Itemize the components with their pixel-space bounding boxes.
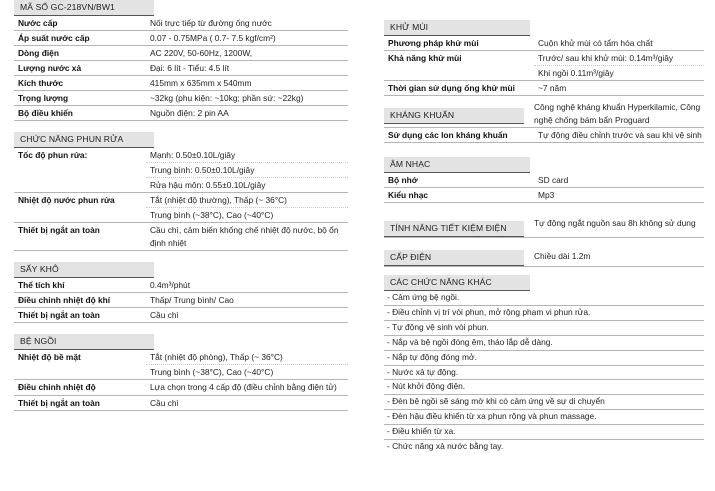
spray-header: [14, 132, 154, 148]
spec-value: Mạnh: 0.50±0.10L/giây: [146, 148, 348, 163]
model-title: MÃ SỐ GC-218VN/BW1: [20, 2, 115, 12]
feature-item: - Đèn bệ ngồi sẽ sáng mờ khi có cảm ứng về sự di chuyển: [384, 395, 704, 410]
spec-row: [384, 36, 704, 51]
spec-row: [14, 148, 348, 193]
spec-value: 415mm x 635mm x 540mm: [150, 78, 252, 88]
spec-value: 0.4m³/phút: [150, 280, 191, 290]
dry-title: SẤY KHÔ: [20, 264, 59, 274]
dry-table: [14, 278, 348, 323]
feature-item: - Chức năng xả nước bằng tay.: [387, 441, 504, 452]
spec-value: Thấp/ Trung bình/ Cao: [150, 295, 234, 305]
music-table: [384, 173, 704, 203]
spec-value: Trung bình (~38°C), Cao (~40°C): [150, 210, 274, 220]
music-title: ÂM NHẠC: [390, 159, 431, 169]
spec-row: [384, 128, 704, 143]
spec-row: [384, 51, 704, 81]
left-column: [14, 0, 348, 411]
eco-row: [384, 215, 704, 238]
music-header: [384, 157, 530, 173]
spec-value: Trung bình: 0.50±0.10L/giây: [146, 163, 348, 178]
spec-row: [14, 223, 348, 251]
spray-title: CHỨC NĂNG PHUN RỬA: [20, 134, 124, 144]
spec-label: Thiết bị ngắt an toàn: [18, 225, 100, 235]
spec-row: [14, 46, 348, 61]
spec-label: Nhiệt độ bề mặt: [18, 352, 81, 362]
feature-item: - Đèn hậu điều khiển từ xa phun rộng và phun massage.: [384, 410, 704, 425]
spec-value: ~7 năm: [538, 83, 567, 93]
spec-row: [14, 61, 348, 76]
spec-label: Thiết bị ngắt an toàn: [18, 310, 100, 320]
antibac-title: KHÁNG KHUẨN: [390, 110, 455, 120]
power-row: [384, 246, 704, 267]
other-header: [384, 275, 530, 291]
other-features-list: [384, 291, 704, 454]
spec-value: Cầu chì: [150, 310, 179, 320]
spec-row: [14, 380, 348, 396]
feature-item: - Tự động vệ sinh vòi phun.: [384, 321, 704, 336]
spec-label: Sử dụng các lon kháng khuẩn: [388, 130, 508, 140]
spec-label: Kích thước: [18, 78, 64, 88]
antibac-header-row: [384, 100, 704, 128]
seat-table: [14, 350, 348, 411]
spec-table: [14, 16, 348, 121]
power-header: [384, 250, 524, 266]
spec-row: [14, 308, 348, 323]
antibac-table: [384, 128, 704, 143]
spec-row: [14, 193, 348, 223]
spec-label: Kiểu nhạc: [388, 190, 429, 200]
spec-row: [14, 293, 348, 308]
feature-item: - Cảm ứng bệ ngồi.: [384, 291, 704, 306]
eco-value: Tự động ngắt nguồn sau 8h không sử dụng: [534, 218, 696, 228]
spec-value: Khi ngồi 0.11m³/giây: [538, 68, 614, 78]
spec-row: [14, 16, 348, 31]
dry-header: [14, 262, 154, 278]
spec-label: Thiết bị ngắt an toàn: [18, 397, 100, 408]
spec-label: Bộ điều khiển: [18, 108, 73, 118]
antibac-note: Công nghệ kháng khuẩn Hyperkilamic, Công nghệ chống bám bẩn Proguard: [534, 102, 701, 125]
spec-label: Khả năng khử mùi: [388, 53, 462, 63]
spec-value: Cầu chì: [150, 397, 179, 408]
spec-value: Cầu chì, cảm biến khống chế nhiệt độ nước, bộ ổn định nhiệt: [150, 225, 339, 248]
spec-value: Cuộn khử mùi có tẩm hóa chất: [538, 38, 653, 48]
seat-header: [14, 334, 154, 350]
spec-row: [14, 396, 348, 411]
spec-label: Phương pháp khử mùi: [388, 38, 479, 48]
spec-label: Dòng điện: [18, 48, 59, 58]
feature-item: - Điều khiển từ xa.: [384, 425, 704, 440]
spec-value: Mp3: [538, 190, 555, 200]
spec-value: Lựa chọn trong 4 cấp độ (điều chỉnh bằng điện tử): [150, 382, 337, 392]
right-column: [384, 0, 704, 454]
spec-label: Thời gian sử dụng ống khử mùi: [388, 83, 515, 93]
spec-row: [14, 31, 348, 46]
spec-value: 0.07 - 0.75MPa ( 0.7- 7.5 kgf/cm²): [150, 33, 276, 43]
deodor-title: KHỬ MÙI: [390, 22, 429, 32]
feature-item: - Nút khởi động điện.: [384, 380, 704, 395]
other-title: CÁC CHỨC NĂNG KHÁC: [390, 277, 492, 287]
spec-label: Lượng nước xả: [18, 63, 82, 73]
spec-value: Nối trực tiếp từ đường ống nước: [150, 18, 272, 28]
eco-title: TÍNH NĂNG TIẾT KIỆM ĐIỆN: [390, 223, 507, 233]
model-header: [14, 0, 154, 16]
spec-row: [14, 76, 348, 91]
spec-label: Thể tích khí: [18, 280, 65, 290]
deodor-header: [384, 20, 530, 36]
spec-value: Tắt (nhiệt độ phòng), Thấp (~ 36°C): [146, 350, 348, 365]
seat-title: BỆ NGỒI: [20, 336, 57, 346]
antibac-header: [384, 108, 524, 124]
eco-header: [384, 221, 524, 237]
spray-table: [14, 148, 348, 251]
power-value: Chiều dài 1.2m: [534, 251, 591, 261]
power-title: CẤP ĐIỆN: [390, 252, 432, 262]
spec-row: [14, 91, 348, 106]
spec-value: Rửa hậu môn: 0.55±0.10L/giây: [150, 180, 266, 190]
spec-label: Áp suất nước cấp: [18, 33, 90, 43]
feature-item: - Nước xả tự động.: [384, 366, 704, 381]
feature-item: - Điều chỉnh vị trí vòi phun, mở rộng phạm vi phun rửa.: [384, 306, 704, 321]
spec-row: [14, 278, 348, 293]
spec-label: Điều chỉnh nhiệt độ: [18, 382, 96, 392]
spec-value: Trung bình (~38°C), Cao (~40°C): [150, 367, 274, 377]
deodor-table: [384, 36, 704, 96]
spec-value: Trước/ sau khi khử mùi: 0.14m³/giây: [534, 51, 704, 66]
spec-value: Tắt (nhiệt độ thường), Thấp (~ 36°C): [146, 193, 348, 208]
feature-item: - Nắp và bệ ngồi đóng êm, tháo lắp dễ dàng.: [384, 336, 704, 351]
spec-row: [384, 188, 704, 203]
spec-value: Tự động điều chỉnh trước và sau khi vệ sinh: [538, 130, 702, 140]
spec-label: Bộ nhớ: [388, 175, 418, 185]
feature-item: - Nắp tự động đóng mở.: [384, 351, 704, 366]
spec-label: Nhiệt độ nước phun rửa: [18, 195, 115, 205]
spec-row: [384, 173, 704, 188]
spec-row: [14, 350, 348, 380]
spec-value: Nguồn điện: 2 pin AA: [150, 108, 229, 118]
spec-row: [384, 81, 704, 96]
spec-value: ~32kg (phụ kiện: ~10kg; phần sứ: ~22kg): [150, 93, 304, 103]
spec-label: Nước cấp: [18, 18, 58, 28]
spec-value: SD card: [538, 175, 569, 185]
spec-label: Trọng lượng: [18, 93, 69, 103]
spec-value: AC 220V, 50-60Hz, 1200W,: [150, 48, 253, 58]
spec-row: [14, 106, 348, 121]
spec-label: Tốc độ phun rửa:: [18, 150, 88, 160]
spec-label: Điều chỉnh nhiệt độ khí: [18, 295, 111, 305]
spec-value: Đại: 6 lít - Tiểu: 4.5 lít: [150, 63, 230, 73]
